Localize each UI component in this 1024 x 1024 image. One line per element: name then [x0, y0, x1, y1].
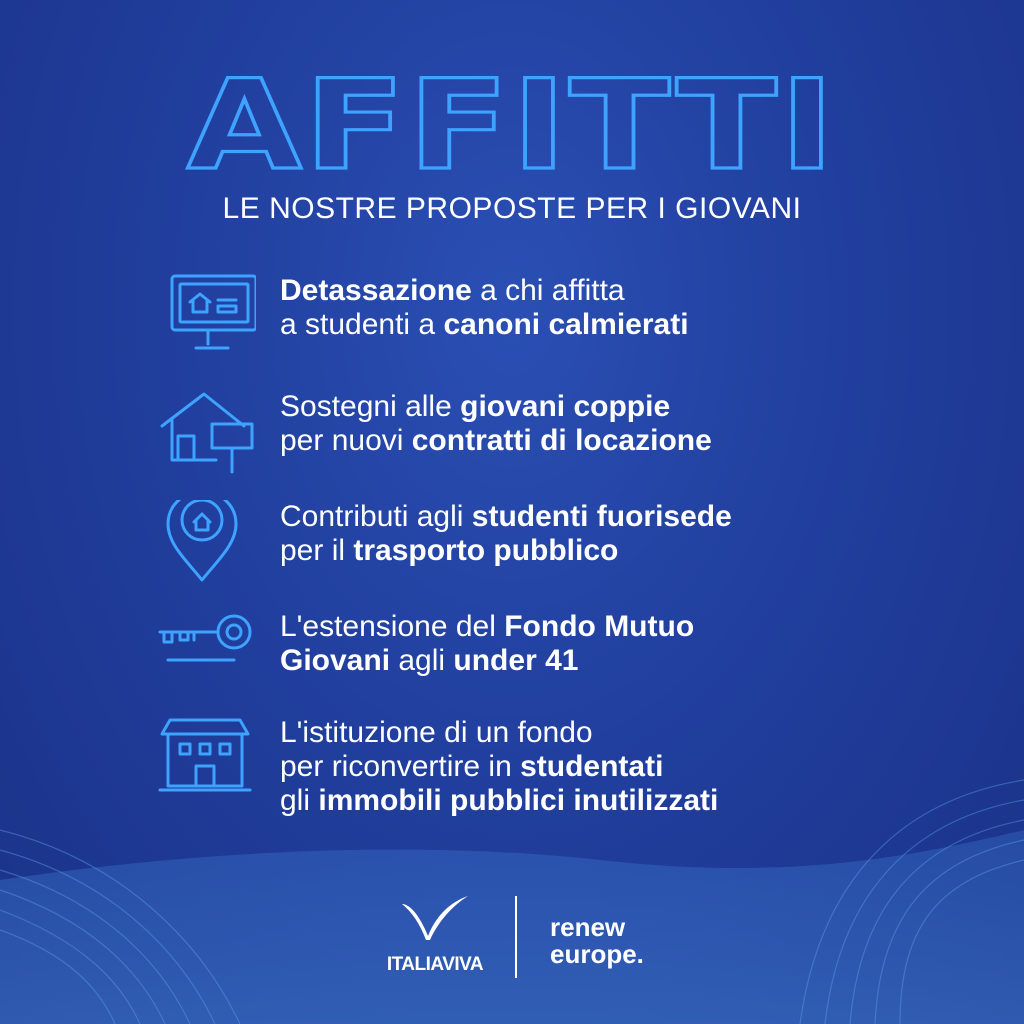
proposal-text [280, 716, 920, 818]
text-line: per il trasporto pubblico [280, 534, 619, 567]
building-icon [156, 716, 256, 806]
text-line: L'istituzione di un fondo [280, 716, 593, 749]
location-pin-icon [156, 500, 256, 590]
text-line: per nuovi contratti di locazione [280, 424, 712, 457]
proposal-item-3 [156, 500, 916, 590]
proposal-text [280, 500, 920, 568]
text-line: Contributi agli studenti fuorisede [280, 500, 732, 533]
proposal-item-5 [156, 716, 916, 836]
text-line: per riconvertire in studentati [280, 750, 664, 783]
proposal-item-2 [156, 390, 916, 480]
subtitle: LE NOSTRE PROPOSTE PER I GIOVANI [222, 192, 802, 225]
page-title [170, 46, 854, 186]
text-line: Giovani agli under 41 [280, 644, 579, 677]
footer [0, 884, 1024, 994]
proposal-item-1 [156, 274, 916, 364]
proposal-text [280, 610, 920, 678]
house-sign-icon [156, 390, 256, 480]
text-line: Sostegni alle giovani coppie [280, 390, 671, 423]
proposal-text [280, 274, 920, 342]
text-line: L'estensione del Fondo Mutuo [280, 610, 695, 643]
text-line: a studenti a canoni calmierati [280, 308, 689, 341]
italiaviva-check-icon [400, 894, 470, 942]
proposal-item-4 [156, 610, 916, 700]
proposal-text [280, 390, 920, 458]
logo-divider [515, 896, 517, 978]
monitor-house-icon [156, 274, 256, 364]
text-line: gli immobili pubblici inutilizzati [280, 784, 719, 817]
italiaviva-logo [376, 894, 494, 984]
renew-europe-logo [550, 914, 644, 968]
text-line: Detassazione a chi affitta [280, 274, 625, 307]
key-icon [156, 610, 256, 700]
svg-text:AFFITTI: AFFITTI [187, 54, 837, 186]
renew-europe-line-1: renew [550, 912, 626, 942]
renew-europe-line-2: europe. [550, 939, 644, 969]
italiaviva-logo-text: ITALIAVIVA [386, 954, 484, 975]
